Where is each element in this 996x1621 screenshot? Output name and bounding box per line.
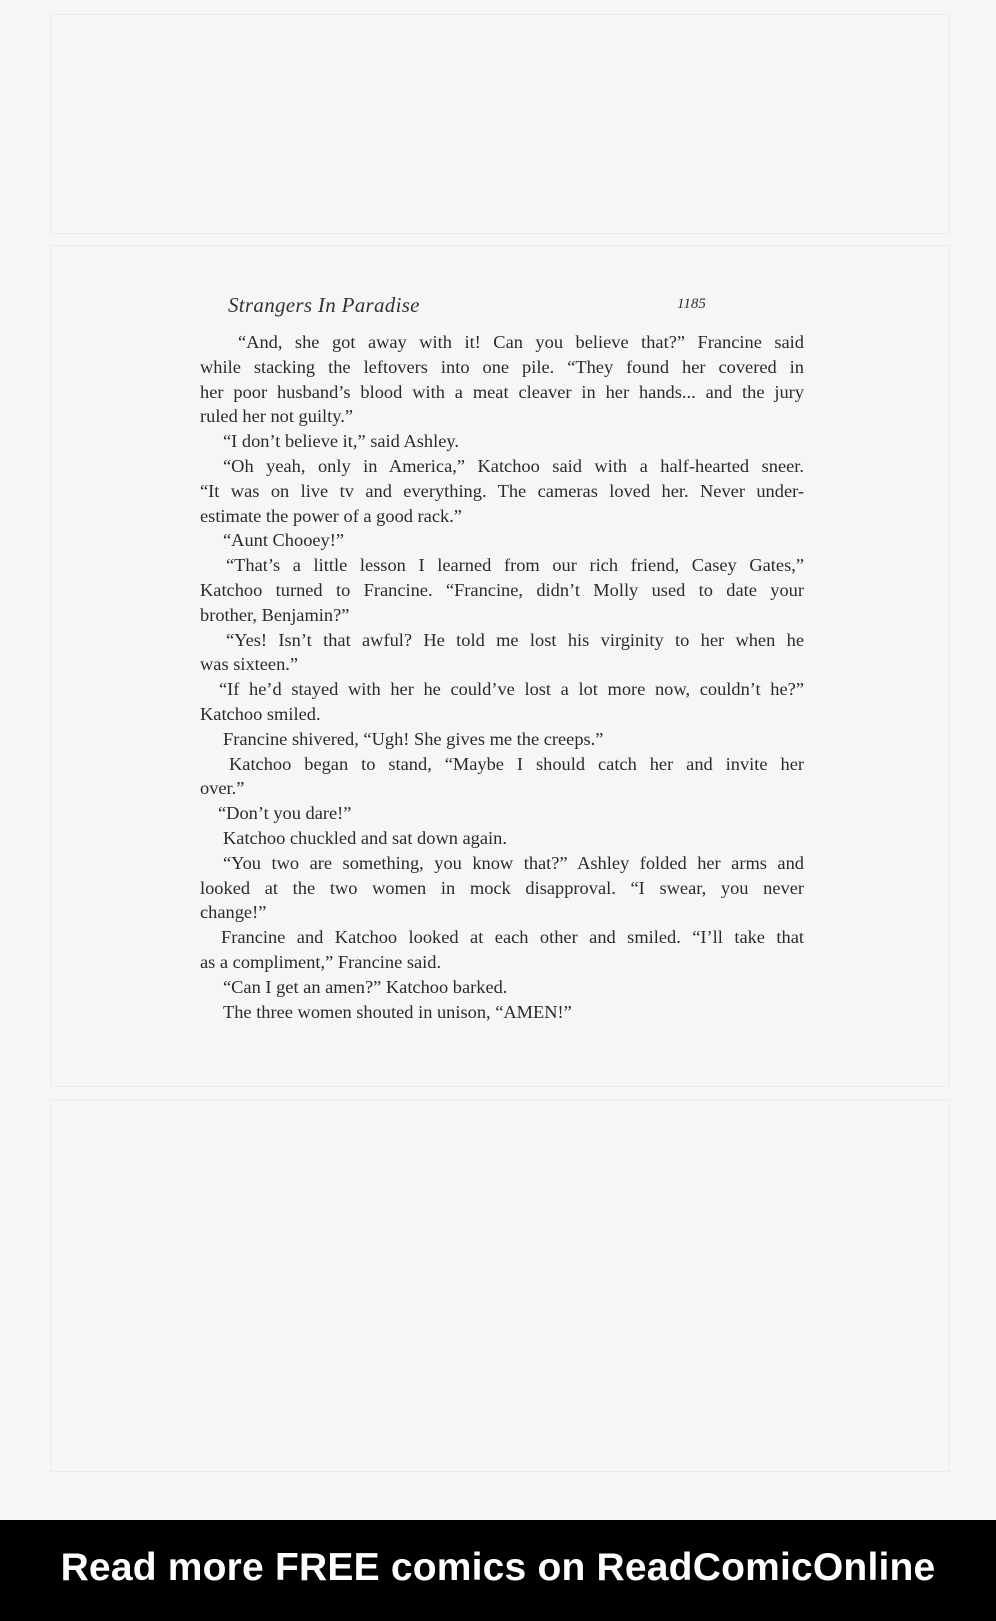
text-line: “If he’d stayed with her he could’ve lost a lot more now, couldn’t he?” [219,679,804,700]
text-line: ruled her not guilty.” [200,406,354,427]
text-line: “And, she got away with it! Can you believe that?” Francine said [238,332,804,352]
text-line: while stacking the leftovers into one pile. “They found her covered in [200,356,804,377]
text-line: Katchoo began to stand, “Maybe I should catch her and invite her [229,753,804,774]
text-line: estimate the power of a good rack.” [200,505,462,526]
page-number: 1185 [677,296,706,312]
text-line: “It was on live tv and everything. The cameras loved her. Never under- [200,480,804,501]
text-line: Francine and Katchoo looked at each other and smiled. “I’ll take that [221,927,804,948]
text-line: Francine shivered, “Ugh! She gives me the creeps.” [223,728,604,749]
text-line: her poor husband’s blood with a meat cleaver in her hands... and the jury [200,381,804,402]
text-line: Katchoo chuckled and sat down again. [223,827,507,848]
faint-panel-frame [50,14,950,234]
text-line: over.” [200,778,245,799]
text-line: was sixteen.” [200,654,299,675]
running-title: Strangers In Paradise [228,293,420,317]
text-line: “Yes! Isn’t that awful? He told me lost his virginity to her when he [226,629,804,650]
faint-panel-frame [50,1100,950,1472]
text-line: The three women shouted in unison, “AMEN!” [223,1001,572,1022]
text-line: Katchoo smiled. [200,703,321,724]
text-line: looked at the two women in mock disapproval. “I swear, you never [200,877,804,898]
text-line: “You two are something, you know that?” Ashley folded her arms and [223,852,804,873]
text-line: as a compliment,” Francine said. [200,951,442,972]
story-text [200,330,804,1024]
text-line: Katchoo turned to Francine. “Francine, didn’t Molly used to date your [200,579,804,600]
text-line: “I don’t believe it,” said Ashley. [223,431,459,452]
promo-banner-text[interactable]: Read more FREE comics on ReadComicOnline [60,1546,936,1589]
text-line: “Aunt Chooey!” [223,530,345,551]
page-header [228,293,708,323]
text-line: change!” [200,902,267,923]
promo-banner[interactable] [0,1520,996,1621]
text-line: “Oh yeah, only in America,” Katchoo said with a half-hearted sneer. [223,455,804,476]
text-line: “That’s a little lesson I learned from our rich friend, Casey Gates,” [226,555,804,576]
text-line: “Can I get an amen?” Katchoo barked. [223,976,508,997]
text-line: “Don’t you dare!” [218,803,352,824]
text-line: brother, Benjamin?” [200,604,350,625]
